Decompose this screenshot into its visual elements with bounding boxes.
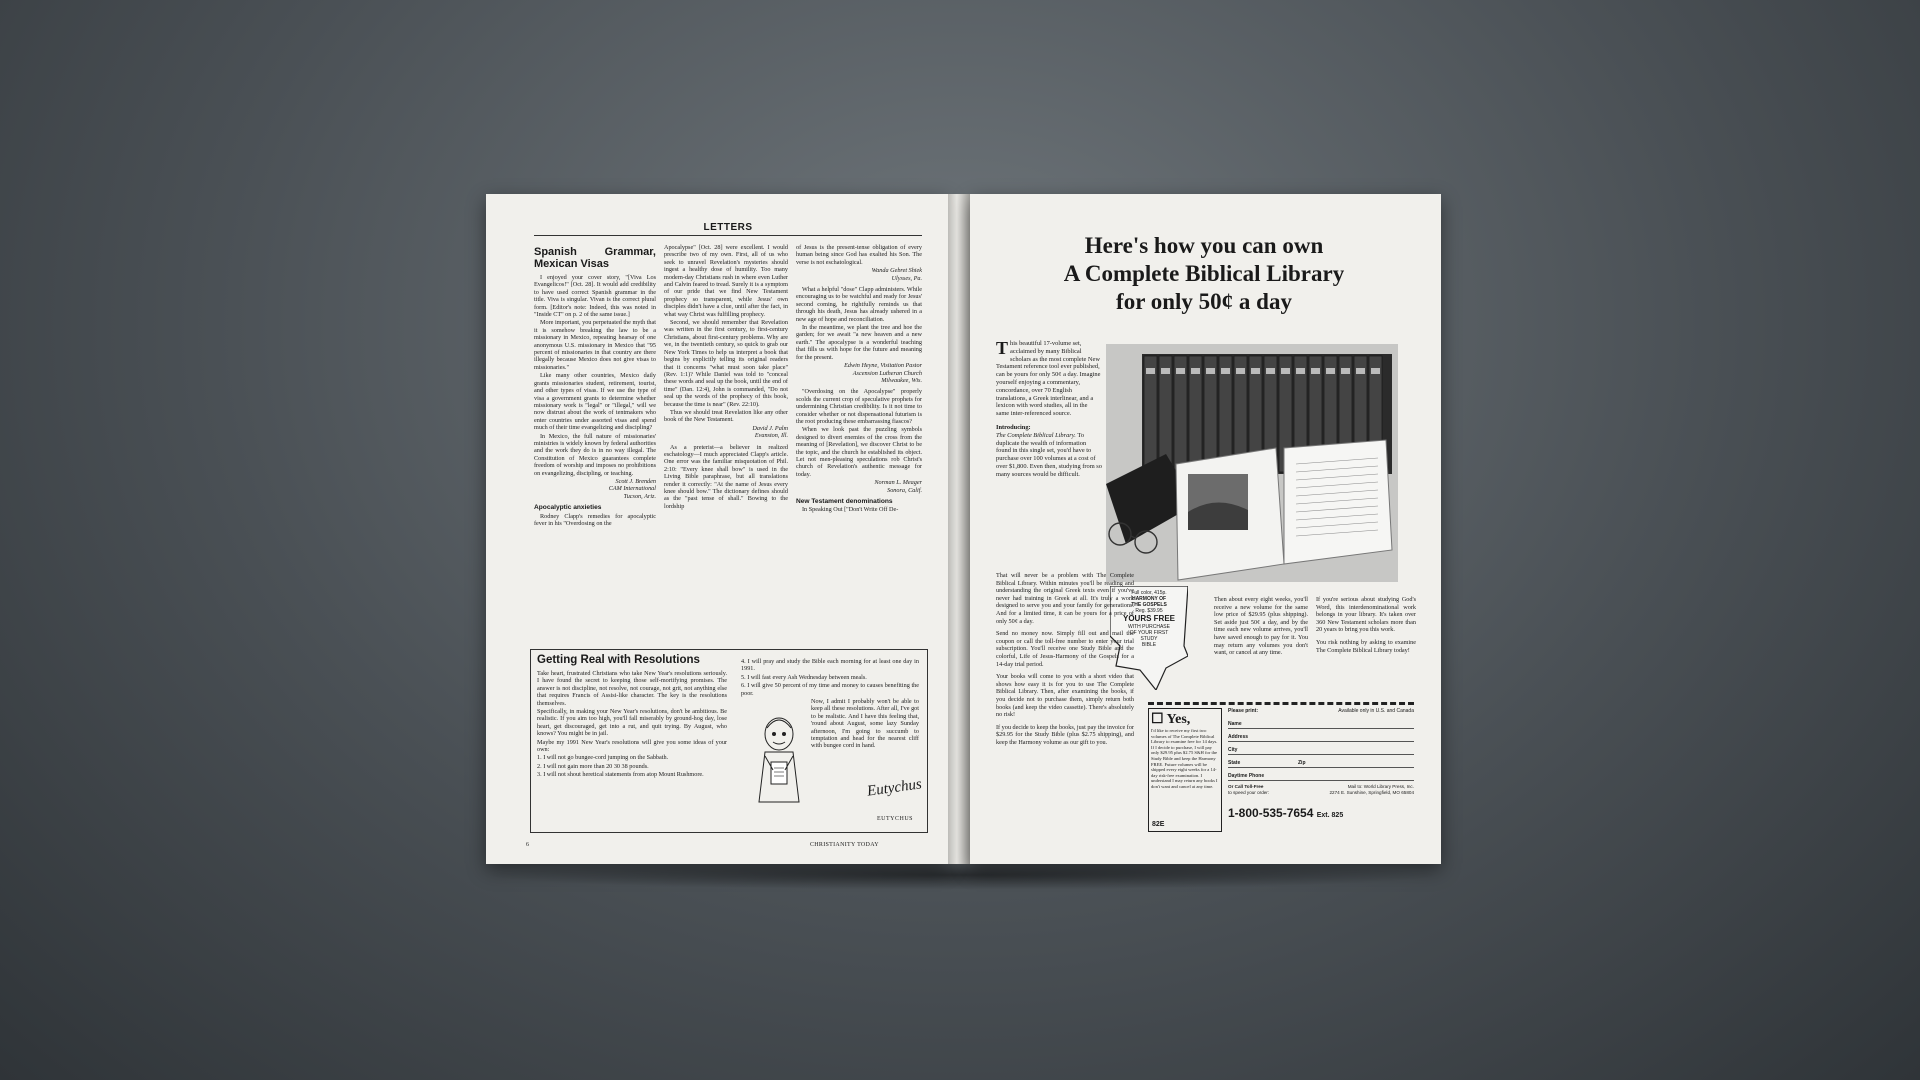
starburst-line: THE GOSPELS (1131, 602, 1167, 608)
city-field[interactable] (1228, 744, 1414, 755)
intro-text-2: To duplicate the wealth of information found in this single set, you'd have to purchase over 100 volumes at a cost of over $1,800. Even then, studying from so many sources would be difficult. (996, 431, 1102, 478)
eutychus-signature: Eutychus (866, 776, 923, 800)
letter-signature: Edwin Heyne, Visitation Pastor Ascension Lutheran Church Milwaukee, Wis. (844, 362, 922, 384)
box-paragraph: Specifically, in making your New Year's resolutions, don't be ambitious. Be realistic. If you aim too high, you'll fall miserably by ground-hog day, lose heart, get discouraged, get into a rut, and quit trying. By August, who knows? You might be in jail. (537, 708, 727, 738)
field-label: State (1228, 760, 1241, 766)
letter-paragraph: Thus we should treat Revelation like any other book of the New Testament. (664, 408, 788, 424)
book-gutter (948, 194, 970, 864)
ad-paragraph: You risk nothing by asking to examine The Complete Biblical Library today! (1316, 638, 1416, 654)
intro-subhead: Introducing: (996, 423, 1031, 431)
order-info (1228, 784, 1414, 795)
letter-paragraph: More important, you perpetuated the myth that it is somehow breaking the law to be a missionary in Mexico, repeating hearsay of one anonymous U.S. missionary in Mexico that "95 percent of missionaries in that country are there illegally because Mexico does not give visas to missionaries." (534, 319, 656, 371)
book-shadow (480, 860, 1445, 890)
field-label: Daytime Phone (1228, 773, 1265, 779)
box-list-item: 2. I will not gain more than 20 30 38 pounds. (537, 762, 649, 770)
ad-column-2 (1214, 596, 1308, 658)
box-paragraph: Now, I admit I probably won't be able to keep all these resolutions. After all, I've got to be realistic. And I have this feeling that, 'round about August, some lazy Sunday afternoon, I'm going to succumb to temptation and head for the nearest cliff with bungee cord in hand. (811, 698, 919, 750)
mail-to: Mail to: World Library Press, Inc. (1347, 784, 1414, 789)
ad-headline-line: for only 50¢ a day (1116, 289, 1292, 314)
field-label: Name (1228, 721, 1242, 727)
ad-paragraph: Send no money now. Simply fill out and mail the coupon or call the toll-free number to enter your trial subscription. You'll receive one Study Bible and the colorful, Life of Jesus-Harmony of the Gospels for a 14-day trial period. (996, 630, 1134, 668)
letter-paragraph: Second, we should remember that Revelation was written in the first century, to first-century Christians, about first-century problems. Why are we, in the twentieth century, so quick to grab our New York Times to help us interpret a book that begins by explicitly telling its original readers that it concerns "what must soon take place" (Rev. 1:1)? While Daniel was told to "conceal these words and seal up the book, until the end of time" (Dan. 12:4), John is commanded, "Do not seal up the words of the prophecy of this book, because the time is near" (Rev. 22:10). (664, 319, 788, 408)
phone-number: 1-800-535-7654 (1228, 806, 1314, 820)
yes-body-text: I'd like to receive my first two volumes of The Complete Biblical Library to examine free for 14 days. If I decide to purchase, I will pay only $29.95 plus $2.75 S&H for the Study Bible and keep the Harmony FREE. Future volumes will be shipped every eight weeks for a 14-day risk-free examination. I understand I may return any books I don't want and cancel at any time. (1151, 728, 1218, 789)
letter-paragraph: Apocalypse" [Oct. 28] were excellent. I would prescribe two of my own. First, all of us who seek to unravel Revelation's mysteries should ingest a healthy dose of humility. Too many modern-day Christians rush in where even Luther and Calvin feared to tread. Surely it is a symptom of our pride that we find New Testament prophecy so transparent, while Jesus' own disciples didn't have a clue, until after the fact, in what way Christ was fulfilling prophecy. (664, 244, 788, 318)
yes-label: Yes, (1166, 712, 1191, 727)
box-column-1 (537, 670, 727, 780)
drop-cap: T (996, 338, 1009, 358)
state-field[interactable] (1228, 757, 1414, 768)
section-header: LETTERS (534, 222, 922, 236)
mail-address: 2274 E. Sunshine, Springfield, MO 65804 (1329, 789, 1414, 795)
yes-box (1148, 708, 1222, 832)
zip-label: Zip (1298, 760, 1306, 766)
box-list-item: 6. I will give 50 percent of my time and money to causes benefiting the poor. (741, 682, 919, 697)
letter-paragraph: Like many other countries, Mexico daily grants missionaries student, retirement, tourist, and other types of visas. If we use the type of visa a government grants to determine whether missionary work is "legal" or "illegal," will we now distrust about the work of tentmakers who enter countries under assorted visas and spend much of their time evangelizing and discipling? (534, 372, 656, 432)
field-label: City (1228, 747, 1238, 753)
book-set-photo (1106, 344, 1398, 582)
coupon-form (1228, 708, 1414, 783)
phone-field[interactable] (1228, 770, 1414, 781)
ad-paragraph: That will never be a problem with The Complete Biblical Library. Within minutes you'll be reading and understanding the original Greek texts even if you've never had training in Greek at all. It's truly a work designed to serve you and your family for generations. And for a limited time, it can be yours for a price of only 50¢ a day. (996, 572, 1134, 625)
starburst-line: WITH PURCHASE (1128, 624, 1170, 630)
starburst-line: STUDY (1140, 636, 1158, 642)
starburst-line: Reg. $39.95 (1135, 608, 1163, 614)
letter-paragraph: When we look past the puzzling symbols designed to divert enemies of the cross from the meaning of [Revelation], we discover Christ to be the topic, and the church he established its object. Let not men-pleasing speculations rob Christ's church of Revelation's authentic message for today. (796, 426, 922, 478)
box-list-item: 3. I will not shout heretical statements from atop Mount Rushmore. (537, 771, 704, 779)
box-list-item: 1. I will not go bungee-cord jumping on the Sabbath. (537, 754, 669, 762)
left-page (486, 194, 948, 864)
ad-paragraph: If you decide to keep the books, just pay the invoice for $29.95 for the Study Bible (plus $2.75 shipping), and keep the Harmony volume as our gift to you. (996, 723, 1134, 746)
letter-subhead: New Testament denominations (796, 498, 893, 505)
ad-headline (1004, 232, 1404, 316)
ad-headline-line: Here's how you can own (1084, 233, 1324, 258)
address-field[interactable] (1228, 731, 1414, 742)
box-paragraph: Maybe my 1991 New Year's resolutions will give you some ideas of your own: (537, 738, 727, 754)
letter-signature: Wanda Gebret Shiek Ulysses, Pa. (871, 267, 922, 282)
letter-paragraph: In the meantime, we plant the tree and hoe the garden; for we await "a new heaven and a new earth." The apocalypse is a wonderful teaching that fills us with hope for the future and meaning for the present. (796, 324, 922, 361)
checkbox-icon[interactable]: ☐ (1151, 712, 1164, 727)
letters-column-1 (534, 246, 656, 528)
phone-extension: Ext. 825 (1316, 812, 1344, 819)
starburst-line: BIBLE (1141, 642, 1157, 648)
order-coupon (1148, 708, 1414, 836)
ad-column-3 (1316, 596, 1416, 655)
letter-paragraph: As a preterist—a believer in realized eschatology—I much appreciated Clapp's article. One error was the familiar misquotation of Phil. 2:10: "Every knee shall bow" is used in the Living Bible paraphrase, but all translations render it correctly: "At the name of Jesus every knee should bow." The dictionary defines should as the "past tense of shall." Bowing to the lordship (664, 443, 788, 510)
letter-subhead: Apocalyptic anxieties (534, 504, 602, 512)
starburst-line: YOURS FREE (1122, 614, 1175, 623)
starburst-line: OF YOUR FIRST (1129, 630, 1169, 636)
column-byline: EUTYCHUS (877, 816, 914, 822)
box-list-item: 5. I will fast every Ash Wednesday between meals. (741, 673, 867, 681)
eutychus-cartoon-illustration (749, 712, 809, 812)
box-paragraph: Take heart, frustrated Christians who take New Year's resolutions seriously. I have found the secret to keeping those self-mortifying promises. The answer is not discipline, not resolve, not courage, not grit, not anything else that requires Francis of Assisi-like character. The key is the resolutions themselves. (537, 670, 727, 707)
ad-column-1 (996, 572, 1134, 747)
letter-paragraph: In Speaking Out ["Don't Write Off De- (802, 506, 899, 514)
letter-paragraph: What a helpful "dose" Clapp administers. While encouraging us to be watchful and ready for Jesus' second coming, he rightfully reminds us that through his death, Jesus has already ushered in a new age of hope and reconciliation. (796, 286, 922, 323)
field-label: Address (1228, 734, 1249, 740)
letter-paragraph: of Jesus is the present-tense obligation of every human being since God has exalted his Son. The verse is not eschatological. (796, 244, 922, 266)
starburst-line: Full color, 415p. (1131, 590, 1167, 596)
letter-signature: Norman L. Meager Sonora, Calif. (874, 479, 922, 494)
letter-paragraph: In Mexico, the full nature of missionaries' ministries is widely known by federal authorities and the work they do is in no way illegal. The Constitution of Mexico guarantees complete freedom of worship and imposes no prohibitions on evangelizing, discipling, or teaching. (534, 432, 656, 477)
letter-signature: David J. Palm Evanston, Ill. (752, 424, 788, 440)
availability-note: Available only in U.S. and Canada (1338, 708, 1414, 714)
letter-paragraph: Rodney Clapp's remedies for apocalyptic fever in his "Overdosing on the (534, 512, 656, 527)
coupon-cut-line (1148, 702, 1414, 705)
ad-intro (996, 340, 1102, 485)
magazine-folio: CHRISTIANITY TODAY (810, 842, 879, 848)
letter-headline: Spanish Grammar, Mexican Visas (534, 246, 656, 270)
letter-paragraph: "Overdosing on the Apocalypse" properly scolds the current crop of speculative prophets for undermining Christian credibility. Is it not time to consider whether or not dispensational futurism is the root producing these embarrassing fiascos? (796, 388, 922, 425)
ad-paragraph: Then about every eight weeks, you'll receive a new volume for the same low price of $29.95 (plus shipping). Set aside just 50¢ a day, and by the time each new volume arrives, you'll have saved enough to pay for it. You may return any volumes you don't want, or cancel at any time. (1214, 596, 1308, 657)
box-list-item: 4. I will pray and study the Bible each morning for at least one day in 1991. (741, 658, 919, 673)
box-title: Getting Real with Resolutions (537, 654, 700, 666)
letter-signature: Scott J. Brenden CAM International Tucson, Ariz. (608, 477, 656, 500)
or-call-label: Or Call Toll-Free (1228, 784, 1264, 789)
toll-free-phone[interactable] (1228, 806, 1343, 820)
intro-text: his beautiful 17-volume set, acclaimed by many Biblical scholars as the most complete New Testament reference tool ever published, can be yours for only 50¢ a day. Imagine yourself enjoying a commentary, concordance, over 70 English translations, a Greek interlinear, and a lexicon with word studies, all in the same inter-referenced source. (996, 340, 1101, 418)
right-page-ad (970, 194, 1441, 864)
intro-title: The Complete Biblical Library. (996, 431, 1076, 439)
letters-column-2 (664, 244, 788, 511)
name-field[interactable] (1228, 718, 1414, 729)
letter-paragraph: I enjoyed your cover story, "[Viva Los Evangelicos!" [Oct. 28]. It would add credibility to have used correct Spanish grammar in the title. Viva is singular. Vivan is the correct plural form. [Editor's note: Indeed, this was noted in "Inside CT" on p. 2 of the same issue.] (534, 274, 656, 319)
offer-code: 82E (1152, 821, 1165, 828)
resolutions-box (530, 649, 928, 833)
ad-headline-line: A Complete Biblical Library (1063, 261, 1345, 286)
speed-order-label: to speed your order: (1228, 789, 1270, 795)
ad-paragraph: If you're serious about studying God's Word, this interdenominational work belongs in your library. It's taken over 360 New Testament scholars more than 20 years to bring you this work. (1316, 596, 1416, 634)
page-number: 6 (526, 842, 529, 848)
letters-column-3 (796, 244, 922, 515)
please-print-label: Please print: (1228, 708, 1259, 714)
ad-paragraph: Your books will come to you with a short video that shows how easy it is for you to use The Complete Biblical Library. Then, after examining the books, if you decide not to purchase them, simply return both books (and keep the video cassette). There's absolutely no risk! (996, 673, 1134, 719)
starburst-line: HARMONY OF (1131, 596, 1167, 602)
